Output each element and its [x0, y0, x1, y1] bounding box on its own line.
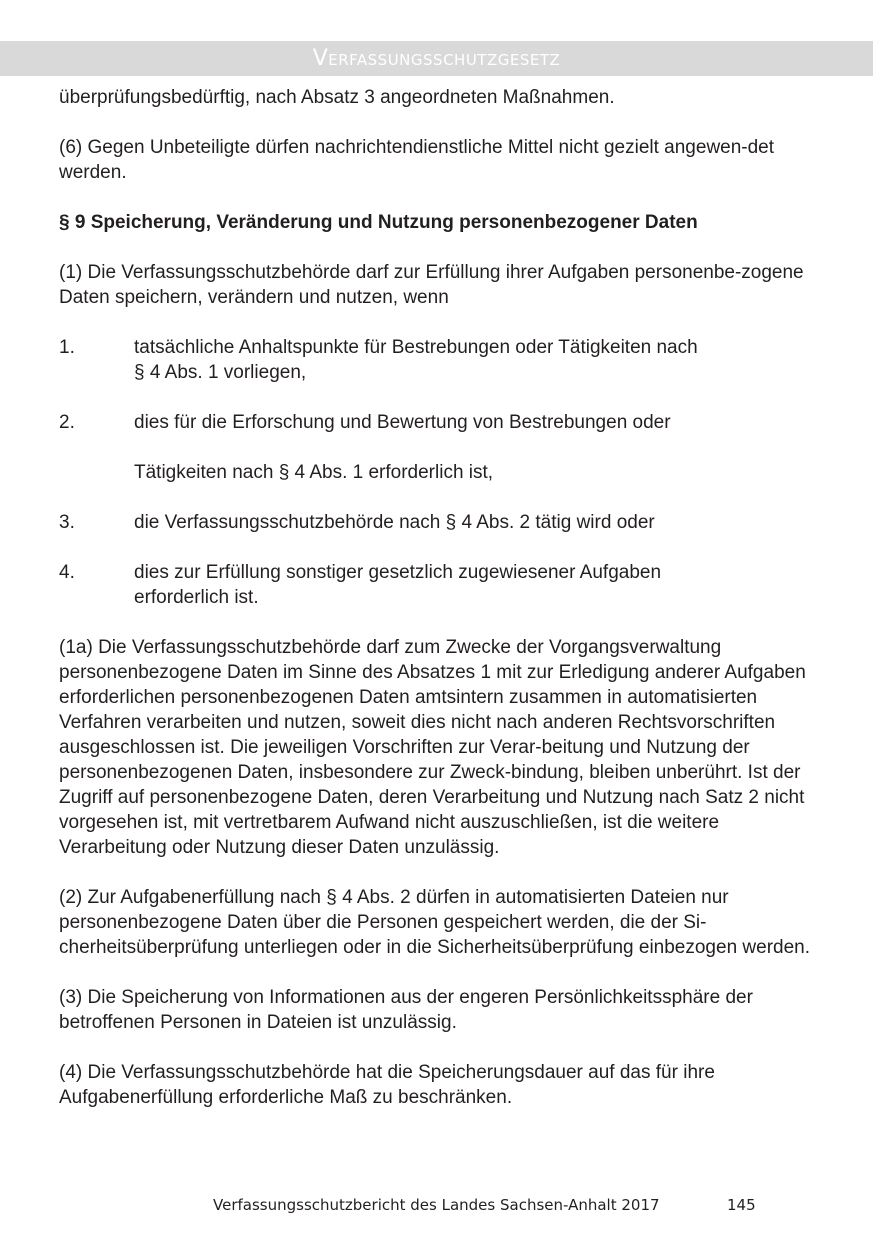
paragraph-4: (4) Die Verfassungsschutzbehörde hat die Speicherungsdauer auf das für ihre Aufgabenerfüllung erforderliche Maß zu beschränken. — [59, 1062, 715, 1108]
paragraph-continuation: überprüfungsbedürftig, nach Absatz 3 angeordneten Maßnahmen. — [59, 87, 615, 108]
list-line: dies für die Erforschung und Bewertung von Bestrebungen oder — [134, 412, 671, 433]
list-text — [134, 560, 819, 610]
running-header-title: Verfassungsschutzgesetz — [312, 46, 561, 71]
list-line-2: Tätigkeiten nach § 4 Abs. 1 erforderlich ist, — [134, 462, 494, 483]
paragraph-1: (1) Die Verfassungsschutzbehörde darf zur Erfüllung ihrer Aufgaben personenbe-zogene Daten speichern, verändern und nutzen, wenn — [59, 262, 804, 308]
list-line: tatsächliche Anhaltspunkte für Bestrebungen oder Tätigkeiten nach — [134, 337, 698, 358]
list-item-3 — [59, 510, 819, 535]
list-number: 1. — [59, 337, 75, 358]
list-line: die Verfassungsschutzbehörde nach § 4 Abs. 2 tätig wird oder — [134, 512, 655, 533]
list-number: 2. — [59, 412, 75, 433]
paragraph-3: (3) Die Speicherung von Informationen aus der engeren Persönlichkeitssphäre der betroffenen Personen in Dateien ist unzulässig. — [59, 987, 753, 1033]
section-heading: § 9 Speicherung, Veränderung und Nutzung personenbezogener Daten — [59, 212, 698, 233]
paragraph-2: (2) Zur Aufgabenerfüllung nach § 4 Abs. 2 dürfen in automatisierten Dateien nur personenbezogene Daten über die Personen gespeichert werden, die der Si-cherheitsüberprüfung unterliegen oder in die Sicherheitsüberprüfung einbezogen werden. — [59, 887, 811, 958]
paragraph-6-text: (6) Gegen Unbeteiligte dürfen nachrichtendienstliche Mittel nicht gezielt angewen-det werden. — [59, 137, 775, 183]
paragraph-1a: (1a) Die Verfassungsschutzbehörde darf zum Zwecke der Vorgangsverwaltung personenbezogene Daten im Sinne des Absatzes 1 mit zur Erledigung anderer Aufgaben erforderlichen personenbezogenen Daten amtsintern zusammen in automatisierten Verfahren verarbeiten und nutzen, soweit dies nicht nach anderen Rechtsvorschriften ausgeschlossen ist. Die jeweiligen Vorschriften zur Verar-beitung und Nutzung der personenbezogenen Daten, insbesondere zur Zweck-bindung, bleiben unberührt. Ist der Zugriff auf personenbezogene Daten, deren Verarbeitung und Nutzung nach Satz 2 nicht vorgesehen ist, mit vertretbarem Aufwand nicht auszuschließen, ist die weitere Verarbeitung oder Nutzung dieser Daten unzulässig. — [59, 637, 806, 858]
list-line-2: § 4 Abs. 1 vorliegen, — [134, 362, 307, 383]
list-number: 3. — [59, 512, 75, 533]
list-text — [134, 335, 819, 385]
list-line: dies zur Erfüllung sonstiger gesetzlich zugewiesener Aufgaben — [134, 562, 662, 583]
footer-publication-title: Verfassungsschutzbericht des Landes Sachsen-Anhalt 2017 — [213, 1196, 660, 1214]
list-item-4 — [59, 560, 819, 610]
list-gap — [134, 435, 819, 460]
list-text — [134, 510, 819, 535]
paragraph-6 — [59, 135, 819, 185]
list-item-1 — [59, 335, 819, 385]
list-number: 4. — [59, 562, 75, 583]
page-body — [59, 85, 819, 1135]
list-item-2 — [59, 410, 819, 485]
list-text — [134, 410, 819, 485]
page-number: 145 — [727, 1196, 756, 1214]
list-line-2: erforderlich ist. — [134, 587, 259, 608]
